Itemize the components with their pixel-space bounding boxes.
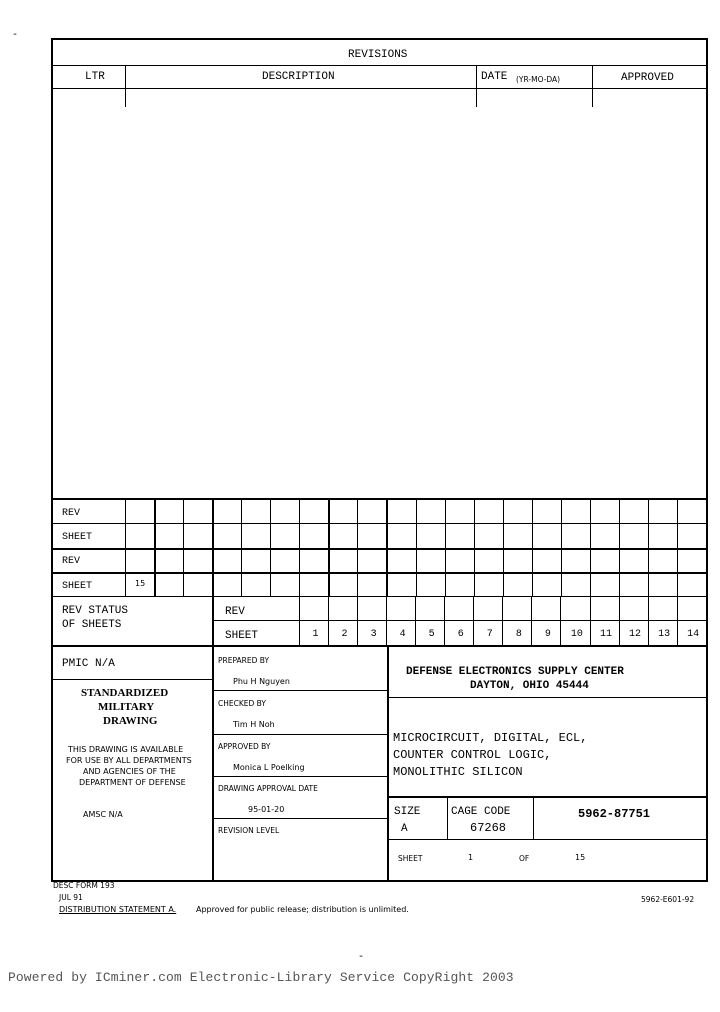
watermark-text: Powered by ICminer.com Electronic-Library Service CopyRight 2003 — [8, 970, 514, 985]
sheet-number: 12 — [629, 629, 642, 640]
rev-status-label-1: REV STATUS — [62, 605, 129, 617]
smd-title-1: STANDARDIZED — [81, 687, 169, 699]
drawing-title-2: COUNTER CONTROL LOGIC, — [393, 748, 552, 762]
bottom-mark: - — [358, 952, 365, 963]
grid-row-sheet-1: SHEET — [62, 532, 93, 543]
sheet-number: 4 — [399, 629, 406, 640]
form-code: 5962-E601-92 — [641, 895, 695, 904]
of-label: OF — [519, 854, 530, 863]
sheet-number: 14 — [687, 629, 700, 640]
amsc-label: AMSC N/A — [83, 810, 123, 819]
sheet-number: 1 — [312, 629, 319, 640]
sheet-number: 5 — [428, 629, 435, 640]
revision-level-label: REVISION LEVEL — [218, 826, 280, 835]
drawing-title-1: MICROCIRCUIT, DIGITAL, ECL, — [393, 731, 588, 745]
distribution-label: DISTRIBUTION STATEMENT A. — [59, 905, 177, 914]
sheet-number: 8 — [515, 629, 522, 640]
sheet-number: 13 — [658, 629, 671, 640]
grid-row-rev-1: REV — [62, 508, 81, 519]
grid-row-sheet-2: SHEET — [62, 581, 93, 592]
prepared-by-value: Phu H Nguyen — [233, 677, 290, 686]
sheet-number: 11 — [599, 629, 612, 640]
availability-note-2: FOR USE BY ALL DEPARTMENTS — [66, 756, 192, 765]
approved-by-label: APPROVED BY — [218, 742, 271, 751]
grid-row-rev-2: REV — [62, 556, 81, 567]
revisions-title: REVISIONS — [348, 49, 408, 61]
smd-title-3: DRAWING — [103, 715, 158, 727]
checked-by-label: CHECKED BY — [218, 699, 266, 708]
grid-first-sheet: 15 — [135, 579, 146, 588]
size-label: SIZE — [394, 806, 421, 818]
approved-by-value: Monica L Poelking — [233, 763, 305, 772]
availability-note-3: AND AGENCIES OF THE — [83, 767, 176, 776]
drawing-title-3: MONOLITHIC SILICON — [393, 765, 523, 779]
size-value: A — [401, 823, 408, 835]
sheet-number: 9 — [544, 629, 551, 640]
col-ltr: LTR — [85, 71, 105, 83]
corner-mark: - — [12, 30, 19, 41]
distribution-text: Approved for public release; distribution is unlimited. — [196, 905, 409, 914]
checked-by-value: Tim H Noh — [233, 720, 275, 729]
sheet-number: 10 — [570, 629, 583, 640]
pmic-label: PMIC N/A — [62, 658, 115, 670]
sheet-number: 2 — [341, 629, 348, 640]
rev-status-sheet-label: SHEET — [225, 630, 259, 642]
rev-status-label-2: OF SHEETS — [62, 619, 122, 631]
agency-name: DEFENSE ELECTRONICS SUPPLY CENTER — [406, 666, 624, 678]
col-approved: APPROVED — [621, 72, 674, 84]
col-description: DESCRIPTION — [262, 71, 335, 83]
col-date-format: (YR-MO-DA) — [516, 75, 561, 84]
form-number: DESC FORM 193 — [53, 881, 115, 890]
sheet-number: 6 — [457, 629, 464, 640]
availability-note-1: THIS DRAWING IS AVAILABLE — [68, 745, 184, 754]
cage-code-label: CAGE CODE — [451, 806, 511, 818]
of-value: 15 — [575, 853, 586, 862]
approval-date-label: DRAWING APPROVAL DATE — [218, 784, 318, 793]
availability-note-4: DEPARTMENT OF DEFENSE — [79, 778, 186, 787]
col-date: DATE — [481, 71, 508, 83]
rev-status-rev-label: REV — [225, 606, 245, 618]
approval-date-value: 95-01-20 — [248, 805, 285, 814]
form-date: JUL 91 — [59, 893, 83, 902]
smd-title-2: MILITARY — [98, 701, 155, 713]
drawing-number: 5962-87751 — [578, 807, 651, 821]
sheet-label: SHEET — [398, 854, 423, 863]
agency-location: DAYTON, OHIO 45444 — [470, 680, 589, 692]
sheet-number: 7 — [486, 629, 493, 640]
sheet-value: 1 — [468, 853, 474, 862]
sheet-number: 3 — [370, 629, 377, 640]
cage-code-value: 67268 — [470, 821, 507, 835]
prepared-by-label: PREPARED BY — [218, 656, 270, 665]
